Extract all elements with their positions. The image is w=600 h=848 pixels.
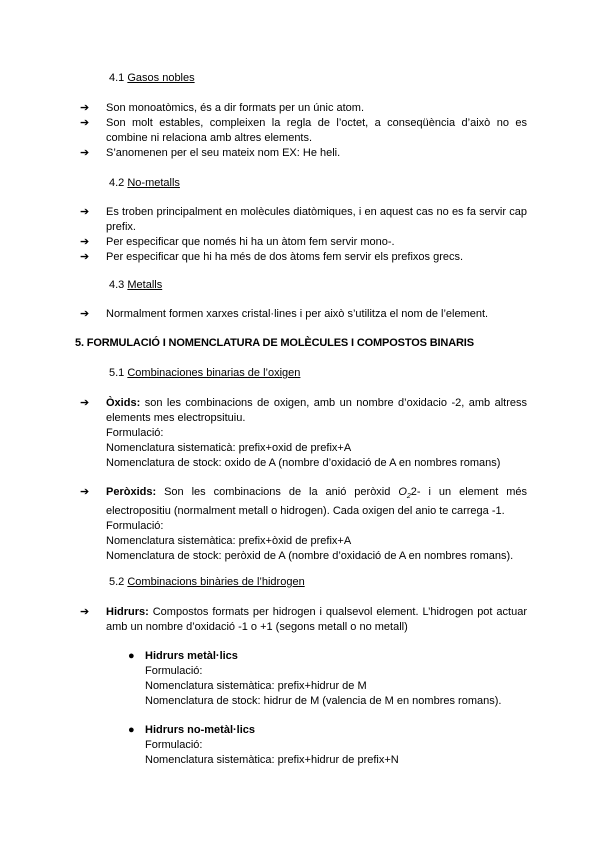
nomenclatura-stock: Nomenclatura de stock: peròxid de A (nombre d’oxidació de A en nombres romans). [106, 550, 514, 563]
entry-hidrurs [80, 605, 527, 635]
subsection-number: 4.3 [109, 279, 125, 291]
list-item [80, 307, 527, 322]
formulacio-label: Formulació: [106, 520, 164, 533]
nomenclatura-sistematica: Nomenclatura sistemàtica: prefix+hidrur de prefix+N [145, 754, 399, 766]
entry-description-cont: 2- i un element més electropositiu (normalment metall o hidrogen). Cada oxigen del anio te carrega -1. [106, 486, 527, 518]
arrow-icon: ➔ [80, 397, 90, 409]
subsection-title: Combinacions binàries de l’hidrogen [127, 576, 305, 588]
list-item [80, 250, 527, 265]
nomenclatura-sistematica: Nomenclatura sistemàtica: prefix+hidrur de M [145, 680, 367, 692]
entry-oxids [80, 396, 527, 471]
formulacio-label: Formulació: [145, 739, 203, 751]
nomenclatura-stock: Nomenclatura de stock: hidrur de M (valencia de M en nombres romans). [145, 695, 502, 707]
subsection-number: 5.1 [109, 367, 125, 379]
entry-term: Òxids: [106, 397, 141, 409]
list-item-text: Per especificar que hi ha més de dos àtoms fem servir els prefixos grecs. [106, 251, 464, 263]
arrow-icon: ➔ [80, 606, 90, 618]
bullet-icon: ● [128, 724, 135, 736]
list-item [80, 116, 527, 146]
list-item [80, 205, 527, 235]
entry-term: Hidrurs: [106, 606, 149, 618]
section-heading-5: 5. FORMULACIÓ I NOMENCLATURA DE MOLÈCULES I COMPOSTOS BINARIS [75, 337, 474, 349]
subsection-heading-4-3 [109, 278, 162, 293]
formulacio-label: Formulació: [106, 427, 164, 439]
arrow-icon: ➔ [80, 117, 90, 129]
arrow-icon: ➔ [80, 236, 90, 248]
entry-description: Compostos formats per hidrogen i qualsevol element. L’hidrogen pot actuar amb un nombre d’oxidació -1 o +1 (segons metall o no metall) [106, 606, 528, 633]
list-item-text: Son monoatòmics, és a dir formats per un únic atom. [106, 102, 365, 114]
entry-term: Peròxids: [106, 486, 157, 498]
subentry-title: Hidrurs no-metàl·lics [145, 724, 256, 736]
subsection-title: Combinaciones binarias de l’oxigen [127, 367, 301, 379]
subsection-number: 4.2 [109, 177, 125, 189]
subentry-nometallics [145, 723, 545, 768]
arrow-icon: ➔ [80, 147, 90, 159]
list-item-text: S’anomenen per el seu mateix nom EX: He heli. [106, 147, 341, 159]
arrow-icon: ➔ [80, 486, 90, 498]
subsection-number: 4.1 [109, 72, 125, 84]
chemical-formula: $O_2$ [398, 486, 411, 501]
subsection-number: 5.2 [109, 576, 125, 588]
arrow-icon: ➔ [80, 251, 90, 263]
subsection-heading-4-1 [109, 71, 195, 86]
formulacio-label: Formulació: [145, 665, 203, 677]
arrow-icon: ➔ [80, 308, 90, 320]
subsection-heading-5-2 [109, 575, 305, 590]
entry-description: Son les combinacions de la anió peròxid [164, 486, 391, 498]
list-item [80, 146, 527, 161]
entry-peroxids [80, 485, 527, 564]
nomenclatura-sistematica: Nomenclatura sistematicà: prefix+oxid de prefix+A [106, 442, 352, 454]
list-item [80, 101, 527, 116]
list-item [80, 235, 527, 250]
list-item-text: Per especificar que només hi ha un àtom fem servir mono-. [106, 236, 395, 248]
subsection-title: Metalls [127, 279, 163, 291]
arrow-icon: ➔ [80, 102, 90, 114]
entry-description: son les combinacions de oxigen, amb un nombre d’oxidacio -2, amb altress elements mes electropsituiu. [106, 397, 527, 424]
subentry-metallics [145, 649, 545, 709]
arrow-icon: ➔ [80, 206, 90, 218]
subsection-title: No-metalls [127, 177, 180, 189]
subsection-heading-4-2 [109, 176, 180, 191]
list-item-text: Normalment formen xarxes cristal·lines i per això s’utilitza el nom de l’element. [106, 308, 489, 320]
nomenclatura-stock: Nomenclatura de stock: oxido de A (nombre d’oxidació de A en nombres romans) [106, 457, 501, 469]
list-item-text: Son molt estables, compleixen la regla de l’octet, a conseqüència d’això no es combine ni relaciona amb altres elements. [106, 117, 527, 144]
bullet-icon: ● [128, 650, 135, 662]
subsection-title: Gasos nobles [127, 72, 195, 84]
list-item-text: Es troben principalment en molècules diatòmiques, i en aquest cas no es fa servir cap prefix. [106, 206, 527, 233]
subentry-title: Hidrurs metàl·lics [145, 650, 238, 662]
subsection-heading-5-1 [109, 366, 300, 381]
nomenclatura-sistematica: Nomenclatura sistemàtica: prefix+òxid de prefix+A [106, 535, 352, 548]
